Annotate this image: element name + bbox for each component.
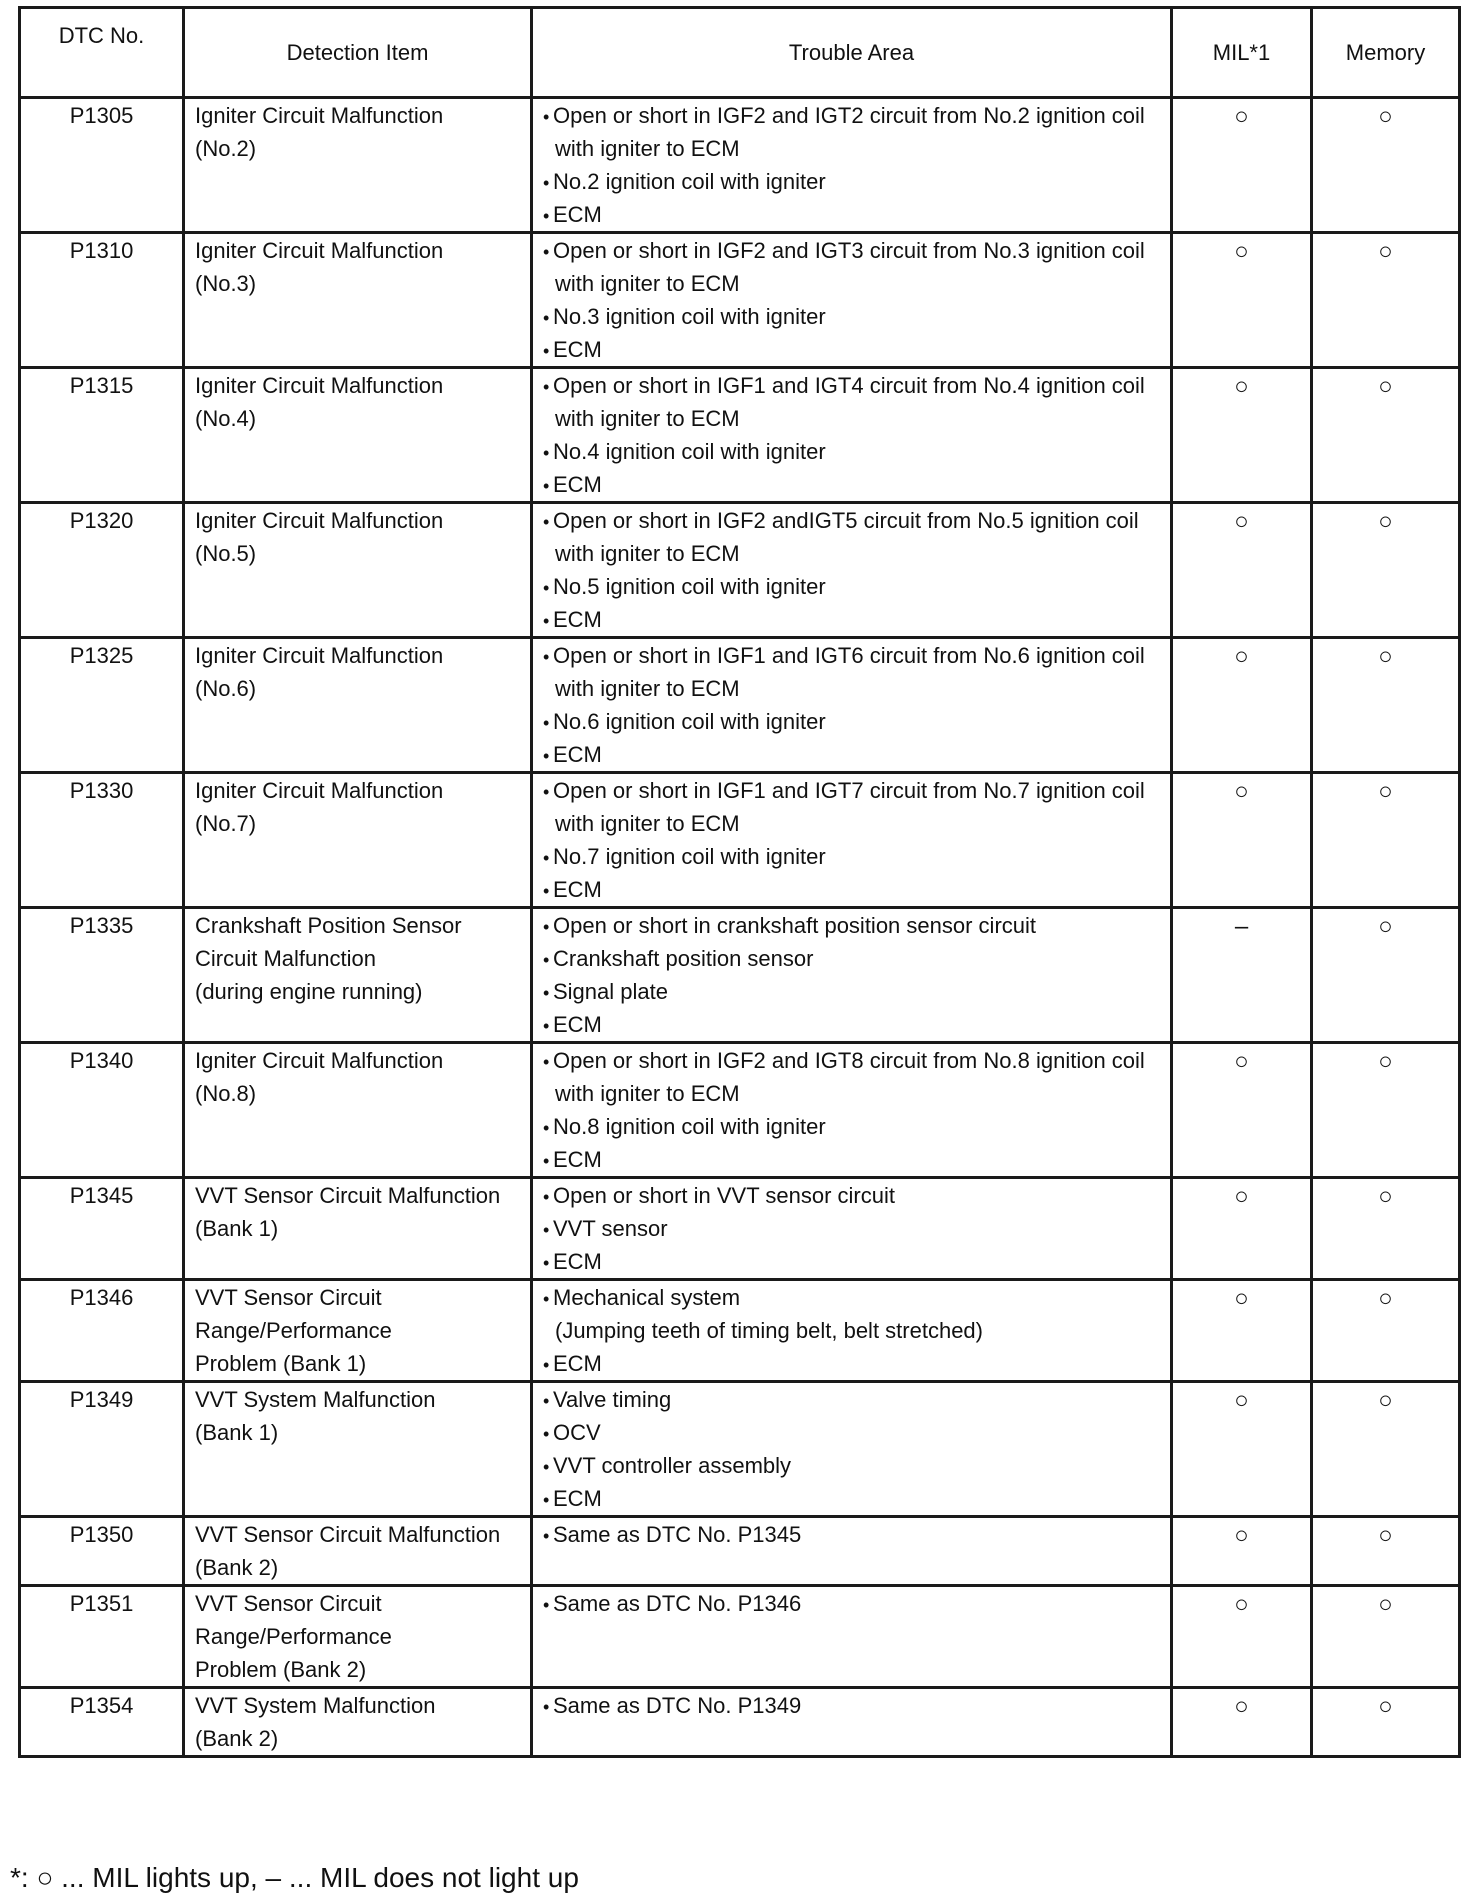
header-dtc-no: DTC No. [20,8,184,98]
dtc-code: P1340 [20,1043,184,1178]
bullet-icon: • [543,443,550,463]
trouble-text: with igniter to ECM [555,271,740,296]
table-row [20,98,1460,233]
mil-indicator: ○ [1172,1382,1312,1517]
trouble-text: OCV [553,1420,601,1445]
detection-item [184,368,532,503]
trouble-item [543,603,1160,636]
table-row [20,1043,1460,1178]
trouble-text: No.2 ignition coil with igniter [553,169,826,194]
trouble-area [532,1382,1172,1517]
trouble-text: ECM [553,607,602,632]
trouble-area [532,773,1172,908]
memory-indicator: ○ [1312,908,1460,1043]
detection-line: VVT Sensor Circuit [195,1285,382,1310]
trouble-text: with igniter to ECM [555,136,740,161]
table-row [20,638,1460,773]
detection-item [184,1043,532,1178]
trouble-text: No.7 ignition coil with igniter [553,844,826,869]
header-trouble-area: Trouble Area [532,8,1172,98]
trouble-area [532,368,1172,503]
memory-indicator: ○ [1312,1382,1460,1517]
trouble-item [543,333,1160,366]
detection-line: (No.2) [195,136,257,161]
table-row [20,773,1460,908]
trouble-text: No.4 ignition coil with igniter [553,439,826,464]
trouble-text: with igniter to ECM [555,811,740,836]
trouble-area [532,233,1172,368]
trouble-text: Open or short in VVT sensor circuit [553,1183,895,1208]
dtc-code: P1325 [20,638,184,773]
trouble-area [532,638,1172,773]
mil-indicator: ○ [1172,1178,1312,1280]
trouble-item [543,570,1160,603]
table-row [20,233,1460,368]
detection-line: (Bank 2) [195,1726,279,1751]
trouble-item [543,975,1160,1008]
detection-line: (during engine running) [195,979,423,1004]
trouble-text: No.6 ignition coil with igniter [553,709,826,734]
trouble-text: ECM [553,1012,602,1037]
trouble-text: Signal plate [553,979,668,1004]
trouble-item [543,1281,1160,1314]
detection-line: Igniter Circuit Malfunction [195,508,444,533]
table-row [20,1280,1460,1382]
trouble-item [543,267,1160,300]
trouble-text: with igniter to ECM [555,676,740,701]
mil-indicator: ○ [1172,1280,1312,1382]
trouble-item [543,1077,1160,1110]
detection-line: Problem (Bank 2) [195,1657,367,1682]
memory-indicator: ○ [1312,1688,1460,1757]
mil-indicator: ○ [1172,1586,1312,1688]
bullet-icon: • [543,1490,550,1510]
trouble-item [543,369,1160,402]
detection-item [184,503,532,638]
trouble-text: ECM [553,1249,602,1274]
detection-line: (Bank 1) [195,1420,279,1445]
detection-line: Problem (Bank 1) [195,1351,367,1376]
trouble-item [543,1179,1160,1212]
bullet-icon: • [543,173,550,193]
trouble-text: Open or short in IGF2 andIGT5 circuit from No.5 ignition coil [553,508,1139,533]
detection-item [184,98,532,233]
mil-indicator: ○ [1172,233,1312,368]
mil-indicator: ○ [1172,638,1312,773]
detection-item [184,1178,532,1280]
header-memory: Memory [1312,8,1460,98]
bullet-icon: • [543,1595,550,1615]
trouble-item [543,909,1160,942]
detection-line: Igniter Circuit Malfunction [195,238,444,263]
trouble-text: VVT sensor [553,1216,668,1241]
bullet-icon: • [543,1355,550,1375]
detection-item [184,773,532,908]
trouble-item [543,234,1160,267]
bullet-icon: • [543,578,550,598]
dtc-code: P1354 [20,1688,184,1757]
table-body [20,98,1460,1757]
detection-line: (No.8) [195,1081,257,1106]
memory-indicator: ○ [1312,233,1460,368]
trouble-text: Same as DTC No. P1345 [553,1522,802,1547]
detection-line: (No.4) [195,406,257,431]
memory-indicator: ○ [1312,368,1460,503]
trouble-area [532,503,1172,638]
detection-line: Crankshaft Position Sensor [195,913,462,938]
bullet-icon: • [543,713,550,733]
detection-line: Range/Performance [195,1624,392,1649]
trouble-text: (Jumping teeth of timing belt, belt stretched) [555,1318,983,1343]
detection-line: VVT System Malfunction [195,1693,436,1718]
dtc-code: P1330 [20,773,184,908]
trouble-item [543,1449,1160,1482]
dtc-code: P1350 [20,1517,184,1586]
trouble-text: ECM [553,337,602,362]
trouble-item [543,1143,1160,1176]
trouble-item [543,1587,1160,1620]
detection-line: Igniter Circuit Malfunction [195,373,444,398]
bullet-icon: • [543,1391,550,1411]
detection-line: Range/Performance [195,1318,392,1343]
trouble-item [543,639,1160,672]
header-detection-item: Detection Item [184,8,532,98]
trouble-area [532,1688,1172,1757]
footnote: *: ○ ... MIL lights up, – ... MIL does not light up [10,1862,579,1893]
detection-item [184,1586,532,1688]
trouble-area [532,1280,1172,1382]
trouble-text: Open or short in IGF1 and IGT7 circuit from No.7 ignition coil [553,778,1145,803]
memory-indicator: ○ [1312,1517,1460,1586]
trouble-item [543,504,1160,537]
trouble-item [543,435,1160,468]
memory-indicator: ○ [1312,1280,1460,1382]
trouble-text: ECM [553,1486,602,1511]
memory-indicator: ○ [1312,98,1460,233]
trouble-text: with igniter to ECM [555,406,740,431]
bullet-icon: • [543,476,550,496]
trouble-item [543,468,1160,501]
detection-line: (No.6) [195,676,257,701]
mil-indicator: ○ [1172,368,1312,503]
memory-indicator: ○ [1312,1043,1460,1178]
trouble-text: No.8 ignition coil with igniter [553,1114,826,1139]
bullet-icon: • [543,647,550,667]
trouble-item [543,738,1160,771]
bullet-icon: • [543,1526,550,1546]
detection-item [184,638,532,773]
detection-line: VVT Sensor Circuit [195,1591,382,1616]
trouble-text: ECM [553,472,602,497]
trouble-text: ECM [553,202,602,227]
dtc-code: P1345 [20,1178,184,1280]
mil-indicator: ○ [1172,1688,1312,1757]
dtc-code: P1351 [20,1586,184,1688]
bullet-icon: • [543,377,550,397]
trouble-item [543,1212,1160,1245]
trouble-area [532,1043,1172,1178]
trouble-item [543,198,1160,231]
trouble-item [543,165,1160,198]
trouble-text: Same as DTC No. P1346 [553,1591,802,1616]
trouble-text: Valve timing [553,1387,672,1412]
detection-item [184,1517,532,1586]
dtc-table [18,6,1461,1758]
trouble-text: Open or short in IGF2 and IGT2 circuit from No.2 ignition coil [553,103,1145,128]
memory-indicator: ○ [1312,773,1460,908]
trouble-text: ECM [553,1351,602,1376]
detection-line: VVT Sensor Circuit Malfunction [195,1183,501,1208]
trouble-item [543,1110,1160,1143]
trouble-item [543,132,1160,165]
memory-indicator: ○ [1312,638,1460,773]
detection-line: VVT Sensor Circuit Malfunction [195,1522,501,1547]
trouble-text: No.5 ignition coil with igniter [553,574,826,599]
table-row [20,368,1460,503]
trouble-area [532,1586,1172,1688]
trouble-text: Open or short in IGF2 and IGT3 circuit from No.3 ignition coil [553,238,1145,263]
mil-indicator: ○ [1172,1043,1312,1178]
bullet-icon: • [543,917,550,937]
trouble-item [543,1383,1160,1416]
bullet-icon: • [543,746,550,766]
bullet-icon: • [543,1424,550,1444]
memory-indicator: ○ [1312,1178,1460,1280]
trouble-text: Open or short in IGF1 and IGT6 circuit from No.6 ignition coil [553,643,1145,668]
mil-indicator: ○ [1172,1517,1312,1586]
bullet-icon: • [543,1187,550,1207]
dtc-code: P1310 [20,233,184,368]
dtc-code: P1315 [20,368,184,503]
detection-line: (Bank 1) [195,1216,279,1241]
mil-indicator: ○ [1172,503,1312,638]
bullet-icon: • [543,848,550,868]
trouble-item [543,300,1160,333]
table-row [20,1688,1460,1757]
detection-line: (Bank 2) [195,1555,279,1580]
trouble-item [543,1347,1160,1380]
trouble-item [543,1314,1160,1347]
trouble-item [543,807,1160,840]
mil-indicator: – [1172,908,1312,1043]
trouble-item [543,537,1160,570]
trouble-item [543,99,1160,132]
bullet-icon: • [543,1118,550,1138]
bullet-icon: • [543,881,550,901]
trouble-text: Crankshaft position sensor [553,946,814,971]
detection-item [184,1382,532,1517]
header-mil: MIL*1 [1172,8,1312,98]
bullet-icon: • [543,1016,550,1036]
table-header [20,8,1460,98]
trouble-text: ECM [553,877,602,902]
bullet-icon: • [543,1289,550,1309]
detection-item [184,1688,532,1757]
trouble-text: ECM [553,1147,602,1172]
trouble-text: with igniter to ECM [555,541,740,566]
trouble-text: VVT controller assembly [553,1453,792,1478]
bullet-icon: • [543,611,550,631]
bullet-icon: • [543,983,550,1003]
dtc-code: P1346 [20,1280,184,1382]
detection-line: Igniter Circuit Malfunction [195,103,444,128]
memory-indicator: ○ [1312,1586,1460,1688]
bullet-icon: • [543,1052,550,1072]
bullet-icon: • [543,1457,550,1477]
detection-line: Circuit Malfunction [195,946,376,971]
bullet-icon: • [543,1697,550,1717]
trouble-item [543,942,1160,975]
trouble-text: ECM [553,742,602,767]
bullet-icon: • [543,242,550,262]
dtc-code: P1335 [20,908,184,1043]
trouble-text: with igniter to ECM [555,1081,740,1106]
header-row [20,8,1460,98]
trouble-item [543,1008,1160,1041]
trouble-area [532,1178,1172,1280]
bullet-icon: • [543,950,550,970]
trouble-item [543,705,1160,738]
detection-line: (No.7) [195,811,257,836]
bullet-icon: • [543,1253,550,1273]
trouble-text: Open or short in IGF1 and IGT4 circuit from No.4 ignition coil [553,373,1145,398]
bullet-icon: • [543,1220,550,1240]
detection-item [184,1280,532,1382]
trouble-item [543,774,1160,807]
trouble-item [543,1044,1160,1077]
trouble-item [543,1416,1160,1449]
bullet-icon: • [543,341,550,361]
table-row [20,1586,1460,1688]
mil-indicator: ○ [1172,773,1312,908]
detection-line: (No.5) [195,541,257,566]
bullet-icon: • [543,1151,550,1171]
bullet-icon: • [543,308,550,328]
trouble-text: No.3 ignition coil with igniter [553,304,826,329]
detection-line: Igniter Circuit Malfunction [195,1048,444,1073]
trouble-text: Mechanical system [553,1285,741,1310]
table-row [20,1517,1460,1586]
bullet-icon: • [543,512,550,532]
trouble-item [543,840,1160,873]
detection-item [184,908,532,1043]
bullet-icon: • [543,782,550,802]
detection-item [184,233,532,368]
detection-line: Igniter Circuit Malfunction [195,778,444,803]
trouble-text: Same as DTC No. P1349 [553,1693,802,1718]
table-row [20,503,1460,638]
trouble-area [532,908,1172,1043]
dtc-code: P1349 [20,1382,184,1517]
table-row [20,908,1460,1043]
trouble-item [543,873,1160,906]
table-row [20,1382,1460,1517]
bullet-icon: • [543,206,550,226]
trouble-item [543,1689,1160,1722]
detection-line: (No.3) [195,271,257,296]
trouble-item [543,1245,1160,1278]
trouble-area [532,98,1172,233]
trouble-item [543,402,1160,435]
mil-indicator: ○ [1172,98,1312,233]
trouble-text: Open or short in IGF2 and IGT8 circuit from No.8 ignition coil [553,1048,1145,1073]
detection-line: Igniter Circuit Malfunction [195,643,444,668]
table-row [20,1178,1460,1280]
trouble-item [543,672,1160,705]
trouble-text: Open or short in crankshaft position sensor circuit [553,913,1037,938]
trouble-item [543,1518,1160,1551]
dtc-code: P1305 [20,98,184,233]
detection-line: VVT System Malfunction [195,1387,436,1412]
dtc-code: P1320 [20,503,184,638]
bullet-icon: • [543,107,550,127]
trouble-item [543,1482,1160,1515]
trouble-area [532,1517,1172,1586]
memory-indicator: ○ [1312,503,1460,638]
